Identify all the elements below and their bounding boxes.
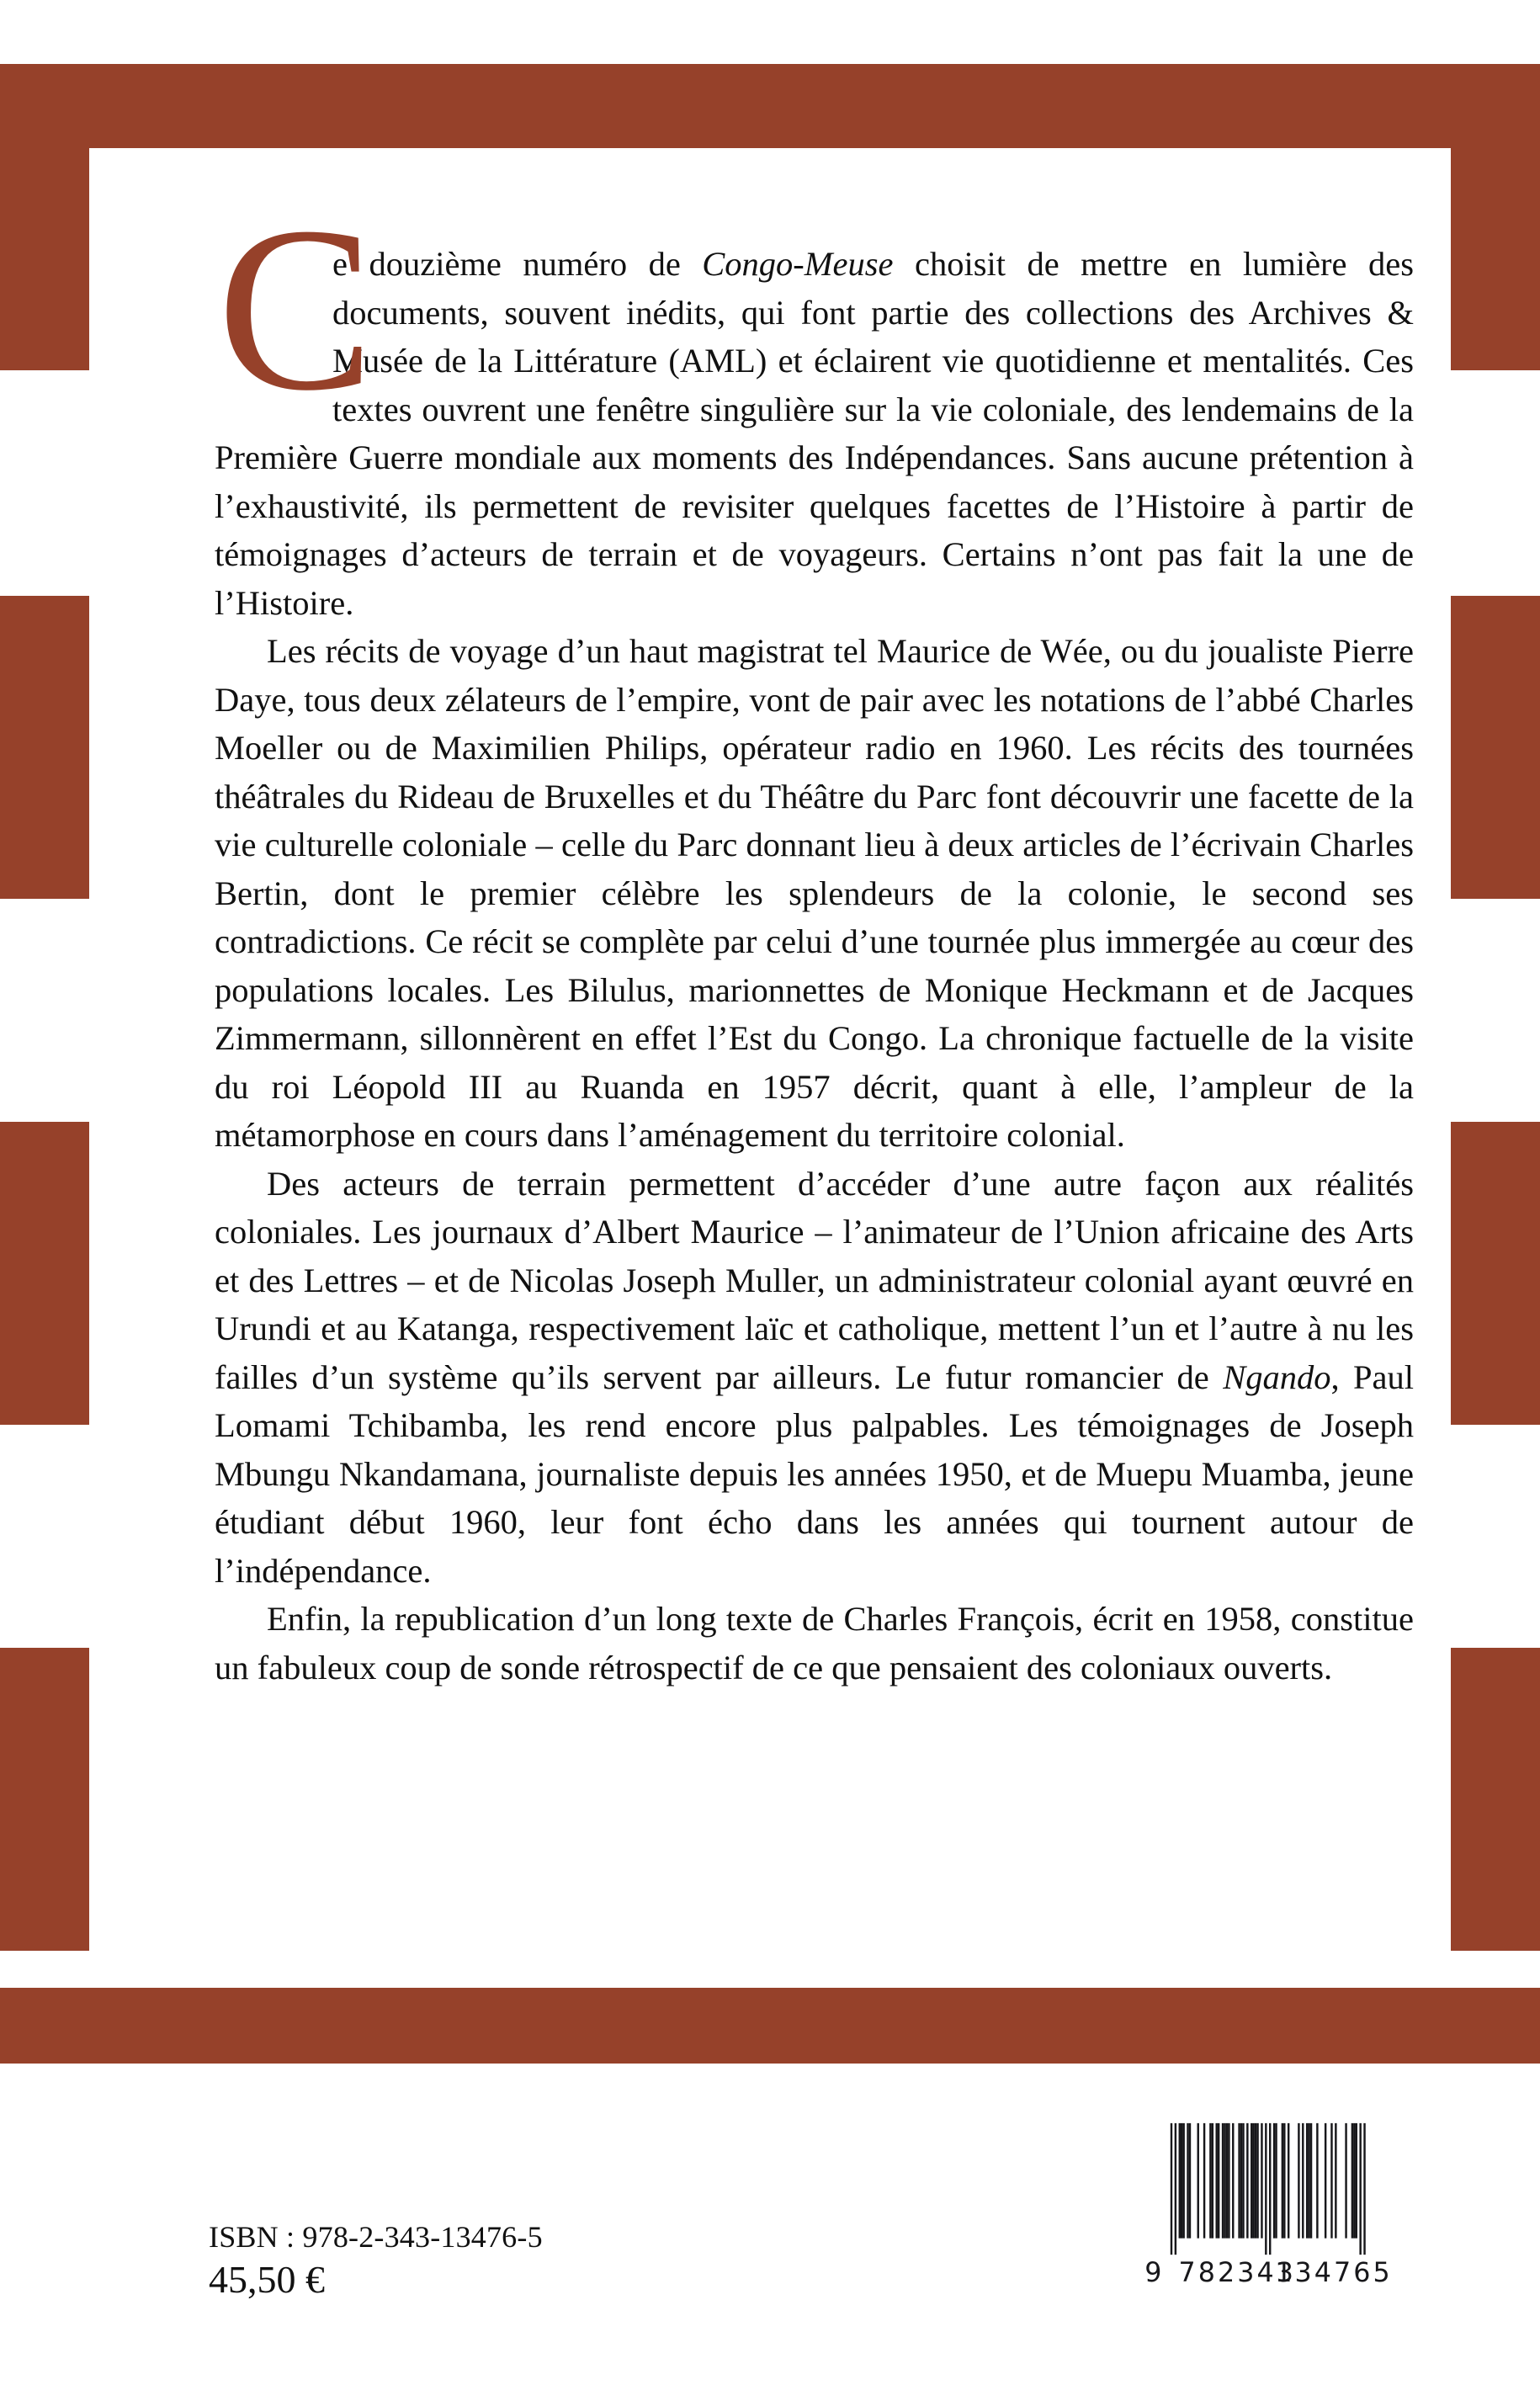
svg-text:782343: 782343 (1178, 2257, 1297, 2288)
drop-cap-spacer (215, 240, 332, 423)
frame-bar-left-4 (0, 1648, 89, 1951)
blurb-text-run: Enfin, la republication d’un long texte de Charles François, écrit en 1958, constitue un fabuleux coup de sonde rétrospectif de ce que pensaient des coloniaux ouverts. (215, 1600, 1414, 1686)
ean13-barcode (1125, 2119, 1394, 2296)
frame-bar-right-1 (1451, 64, 1540, 370)
blurb-paragraph (215, 240, 1414, 627)
frame-bar-right-4 (1451, 1648, 1540, 1951)
frame-bar-left-2 (0, 596, 89, 899)
frame-bar-left-1 (0, 64, 89, 370)
frame-bar-left-3 (0, 1122, 89, 1425)
blurb-paragraph (215, 1595, 1414, 1692)
svg-text:134765: 134765 (1275, 2257, 1393, 2288)
frame-bar-right-2 (1451, 596, 1540, 899)
blurb-text-run: Des acteurs de terrain permettent d’accéder d’une autre façon aux réalités coloniales. Les journaux d’Albert Maurice – l’animateur de l’Union africaine des Arts et des Lettres – et de Nicolas Joseph Muller, un administrateur colonial ayant œuvré en Urundi et au Katanga, respectivement laïc et catholique, mettent l’un et l’autre à nu les failles d’un système qu’ils servent par ailleurs. Le futur romancier de (215, 1164, 1414, 1396)
isbn-text: ISBN : 978-2-343-13476-5 (209, 2220, 543, 2254)
frame-bar-top (0, 64, 1540, 148)
blurb-text-run: e douzième numéro de (332, 245, 703, 283)
blurb-text-run: Les récits de voyage d’un haut magistrat tel Maurice de Wée, ou du joualiste Pierre Daye, tous deux zélateurs de l’empire, vont de pair avec les notations de l’abbé Charles Moeller ou de Maximilien Philips, opérateur radio en 1960. Les récits des tournées théâtrales du Rideau de Bruxelles et du Théâtre du Parc font découvrir une facette de la vie culturelle coloniale – celle du Parc donnant lieu à deux articles de l’écrivain Charles Bertin, dont le premier célèbre les splendeurs de la colonie, le second ses contradictions. Ce récit se complète par celui d’une tournée plus immergée au cœur des populations locales. Les Bilulus, marionnettes de Monique Heckmann et de Jacques Zimmermann, sillonnèrent en effet l’Est du Congo. La chronique factuelle de la visite du roi Léopold III au Ruanda en 1957 décrit, quant à elle, l’ampleur de la métamorphose en cours dans l’aménagement du territoire colonial. (215, 632, 1414, 1154)
price-text: 45,50 € (209, 2258, 325, 2301)
frame-bar-bottom (0, 1988, 1540, 2064)
blurb-text-run: choisit de mettre en lumière des documents, souvent inédits, qui font partie des collections des Archives & Musée de la Littérature (AML) et éclairent vie quotidienne et mentalités. Ces textes ouvrent une fenêtre singulière sur la vie coloniale, des lendemains de la Première Guerre mondiale aux moments des Indépendances. Sans aucune prétention à l’exhaustivité, ils permettent de revisiter quelques facettes de l’Histoire à partir de témoignages d’acteurs de terrain et de voyageurs. Certains n’ont pas fait la une de l’Histoire. (215, 245, 1414, 622)
blurb-paragraph (215, 627, 1414, 1160)
blurb-paragraph (215, 1160, 1414, 1596)
frame-bar-right-3 (1451, 1122, 1540, 1425)
drop-cap-letter: C (217, 178, 374, 439)
blurb-title-italic: Ngando (1223, 1357, 1331, 1396)
blurb-text-run: , Paul Lomami Tchibamba, les rend encore plus palpables. Les témoignages de Joseph Mbungu Nkandamana, journaliste depuis les années 1950, et de Muepu Muamba, jeune étudiant début 1960, leur font écho dans les années qui tournent autour de l’indépendance. (215, 1357, 1414, 1590)
barcode-svg (1125, 2119, 1394, 2296)
back-cover-blurb (215, 240, 1414, 1692)
blurb-title-italic: Congo-Meuse (702, 245, 894, 283)
isbn-price-block (209, 2218, 543, 2304)
svg-text:9: 9 (1144, 2257, 1165, 2288)
